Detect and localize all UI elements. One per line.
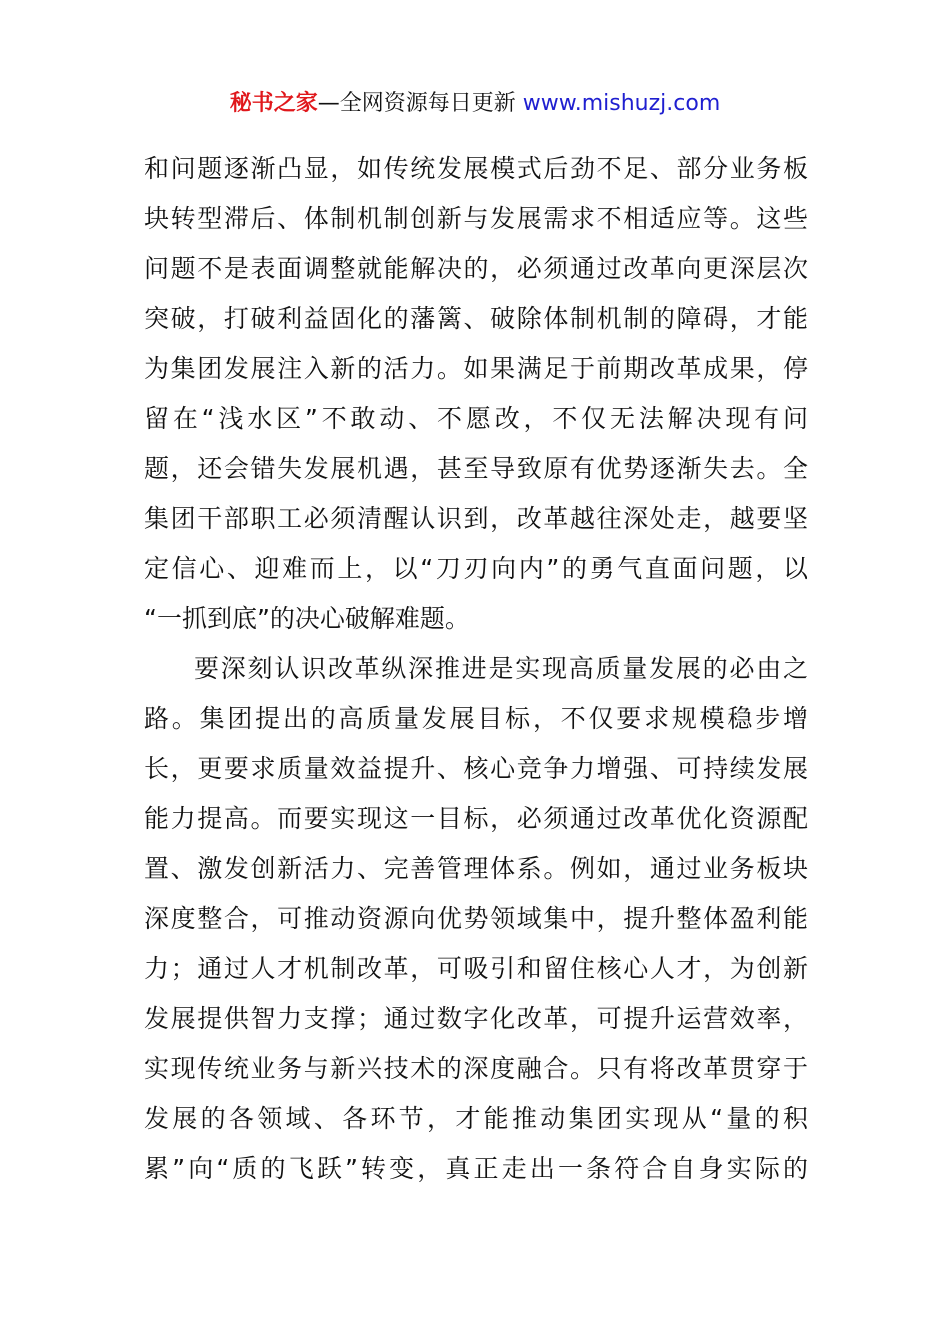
header-separator: — <box>317 91 340 116</box>
document-body <box>144 144 808 1194</box>
paragraph <box>144 644 808 1194</box>
header-url-link[interactable]: www.mishuzj.com <box>522 91 721 116</box>
text-line: 要深刻认识改革纵深推进是实现高质量发展的必由之 <box>194 654 808 683</box>
text-line: 集团干部职工必须清醒认识到，改革越往深处走，越要坚 <box>144 504 808 533</box>
text-line: “一抓到底”的决心破解难题。 <box>144 604 470 633</box>
text-line: 题，还会错失发展机遇，甚至导致原有优势逐渐失去。全 <box>144 454 808 483</box>
text-line: 为集团发展注入新的活力。如果满足于前期改革成果，停 <box>144 354 808 383</box>
text-line: 和问题逐渐凸显，如传统发展模式后劲不足、部分业务板 <box>144 154 808 183</box>
text-line: 发展提供智力支撑；通过数字化改革，可提升运营效率， <box>144 1004 808 1033</box>
text-line: 发展的各领域、各环节，才能推动集团实现从“量的积 <box>144 1104 808 1133</box>
page-header <box>0 88 950 120</box>
header-slogan: 全网资源每日更新 <box>339 91 523 116</box>
text-line: 累”向“质的飞跃”转变，真正走出一条符合自身实际的 <box>144 1154 808 1183</box>
text-line: 突破，打破利益固化的藩篱、破除体制机制的障碍，才能 <box>144 304 808 333</box>
text-line: 实现传统业务与新兴技术的深度融合。只有将改革贯穿于 <box>144 1054 808 1083</box>
text-line: 深度整合，可推动资源向优势领域集中，提升整体盈利能 <box>144 904 808 933</box>
text-line: 问题不是表面调整就能解决的，必须通过改革向更深层次 <box>144 254 808 283</box>
paragraph <box>144 144 808 644</box>
text-line: 留在“浅水区”不敢动、不愿改，不仅无法解决现有问 <box>144 404 808 433</box>
text-line: 长，更要求质量效益提升、核心竞争力增强、可持续发展 <box>144 754 808 783</box>
text-line: 置、激发创新活力、完善管理体系。例如，通过业务板块 <box>144 854 808 883</box>
text-line: 力；通过人才机制改革，可吸引和留住核心人才，为创新 <box>144 954 808 983</box>
text-line: 能力提高。而要实现这一目标，必须通过改革优化资源配 <box>144 804 808 833</box>
header-brand: 秘书之家 <box>229 91 318 116</box>
text-line: 路。集团提出的高质量发展目标，不仅要求规模稳步增 <box>144 704 808 733</box>
text-line: 定信心、迎难而上，以“刀刃向内”的勇气直面问题，以 <box>144 554 808 583</box>
text-line: 块转型滞后、体制机制创新与发展需求不相适应等。这些 <box>144 204 808 233</box>
